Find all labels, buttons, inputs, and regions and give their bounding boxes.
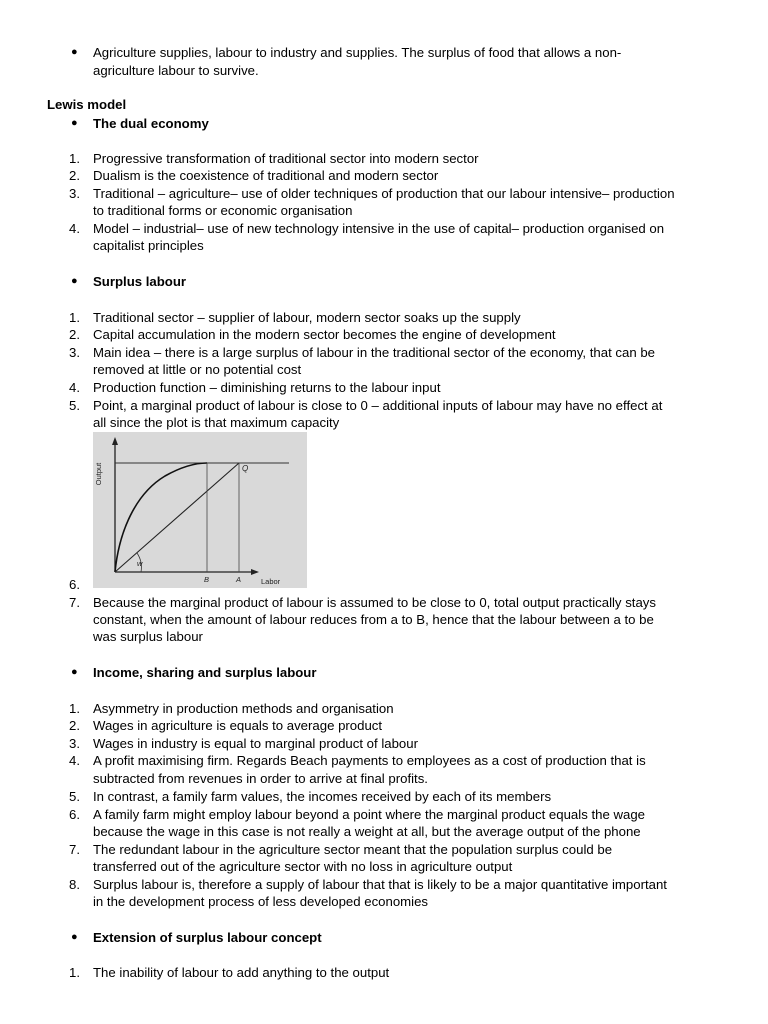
list-item-text: Traditional sector – supplier of labour, modern sector soaks up the supply <box>93 310 521 325</box>
y-axis-arrow <box>112 437 118 445</box>
list-item-text: capitalist principles <box>93 238 204 253</box>
list-item-text: transferred out of the agriculture sector with no loss in agriculture output <box>93 859 513 874</box>
income-sharing-heading: Income, sharing and surplus labour <box>93 665 317 680</box>
list-item-text: Because the marginal product of labour is assumed to be close to 0, total output practically stays <box>93 595 656 610</box>
list-number: 4. <box>69 753 80 768</box>
list-item-text: The inability of labour to add anything to the output <box>93 965 390 980</box>
list-item-text: Progressive transformation of traditional sector into modern sector <box>93 151 479 166</box>
list-item-text: to traditional forms or economic organisation <box>93 203 353 218</box>
extension-heading: Extension of surplus labour concept <box>93 930 322 945</box>
list-number: 1. <box>69 310 80 325</box>
list-number: 3. <box>69 186 80 201</box>
list-item-text: The redundant labour in the agriculture sector meant that the population surplus could be <box>93 842 613 857</box>
list-item-text: A profit maximising firm. Regards Beach payments to employees as a cost of production that is <box>93 753 646 768</box>
list-number: 3. <box>69 345 80 360</box>
list-number: 2. <box>69 327 80 342</box>
bullet-icon: ● <box>71 275 78 287</box>
list-number: 5. <box>69 398 80 413</box>
list-item-text: Traditional – agriculture– use of older techniques of production that our labour intensive– production <box>93 186 675 201</box>
section-title: Lewis model <box>47 97 127 112</box>
graph-label-q: Q <box>242 464 249 473</box>
list-item-text: Capital accumulation in the modern sector becomes the engine of development <box>93 327 556 342</box>
list-number: 3. <box>69 736 80 751</box>
list-item-text: in the development process of less developed economies <box>93 894 429 909</box>
production-curve <box>115 463 207 572</box>
graph-label-w: w <box>137 559 143 568</box>
list-number: 1. <box>69 965 80 980</box>
graph-y-label: Output <box>94 462 103 486</box>
x-axis-arrow <box>251 569 259 575</box>
graph-label-a: A <box>236 575 242 584</box>
list-item-text: subtracted from revenues in order to arrive at final profits. <box>93 771 428 786</box>
bullet-icon: ● <box>71 666 78 678</box>
list-number: 2. <box>69 718 80 733</box>
wage-line <box>115 463 239 572</box>
list-item-text: was surplus labour <box>93 629 203 644</box>
dual-economy-heading: The dual economy <box>93 116 209 131</box>
list-item-text: Model – industrial– use of new technology intensive in the use of capital– production organised on <box>93 221 665 236</box>
graph-label-b: B <box>204 575 210 584</box>
intro-text-line-2: agriculture labour to survive. <box>93 63 259 78</box>
list-item-text: Point, a marginal product of labour is close to 0 – additional inputs of labour may have no effect at <box>93 398 663 413</box>
list-item-text: Main idea – there is a large surplus of labour in the traditional sector of the economy, that can be <box>93 345 656 360</box>
list-item-text: Wages in agriculture is equals to average product <box>93 718 383 733</box>
list-item-text: all since the plot is that maximum capacity <box>93 415 340 430</box>
list-item-text: Dualism is the coexistence of traditional and modern sector <box>93 168 439 183</box>
list-item-text: constant, when the amount of labour reduces from a to B, hence that the labour between a to be <box>93 612 654 627</box>
list-item-text: Asymmetry in production methods and organisation <box>93 701 394 716</box>
list-number: 6. <box>69 577 80 592</box>
surplus-labour-heading: Surplus labour <box>93 274 187 289</box>
list-number: 7. <box>69 595 80 610</box>
production-function-graph <box>93 432 307 588</box>
bullet-icon: ● <box>71 46 78 58</box>
list-number: 5. <box>69 789 80 804</box>
list-number: 4. <box>69 221 80 236</box>
graph-x-label: Labor <box>261 577 281 586</box>
list-item-text: removed at little or no potential cost <box>93 362 302 377</box>
list-item-text: Wages in industry is equal to marginal product of labour <box>93 736 418 751</box>
graph-svg <box>93 432 307 588</box>
bullet-icon: ● <box>71 117 78 129</box>
list-item-text: Production function – diminishing returns to the labour input <box>93 380 441 395</box>
list-number: 7. <box>69 842 80 857</box>
list-number: 8. <box>69 877 80 892</box>
list-item-text: In contrast, a family farm values, the incomes received by each of its members <box>93 789 552 804</box>
list-number: 1. <box>69 151 80 166</box>
list-item-text: A family farm might employ labour beyond a point where the marginal product equals the wage <box>93 807 645 822</box>
list-item-text: because the wage in this case is not really a weight at all, but the average output of the phone <box>93 824 641 839</box>
list-number: 2. <box>69 168 80 183</box>
list-item-text: Surplus labour is, therefore a supply of labour that that is likely to be a major quantitative important <box>93 877 667 892</box>
list-number: 4. <box>69 380 80 395</box>
bullet-icon: ● <box>71 931 78 943</box>
list-number: 6. <box>69 807 80 822</box>
list-number: 1. <box>69 701 80 716</box>
intro-text-line-1: Agriculture supplies, labour to industry and supplies. The surplus of food that allows a non- <box>93 45 622 60</box>
